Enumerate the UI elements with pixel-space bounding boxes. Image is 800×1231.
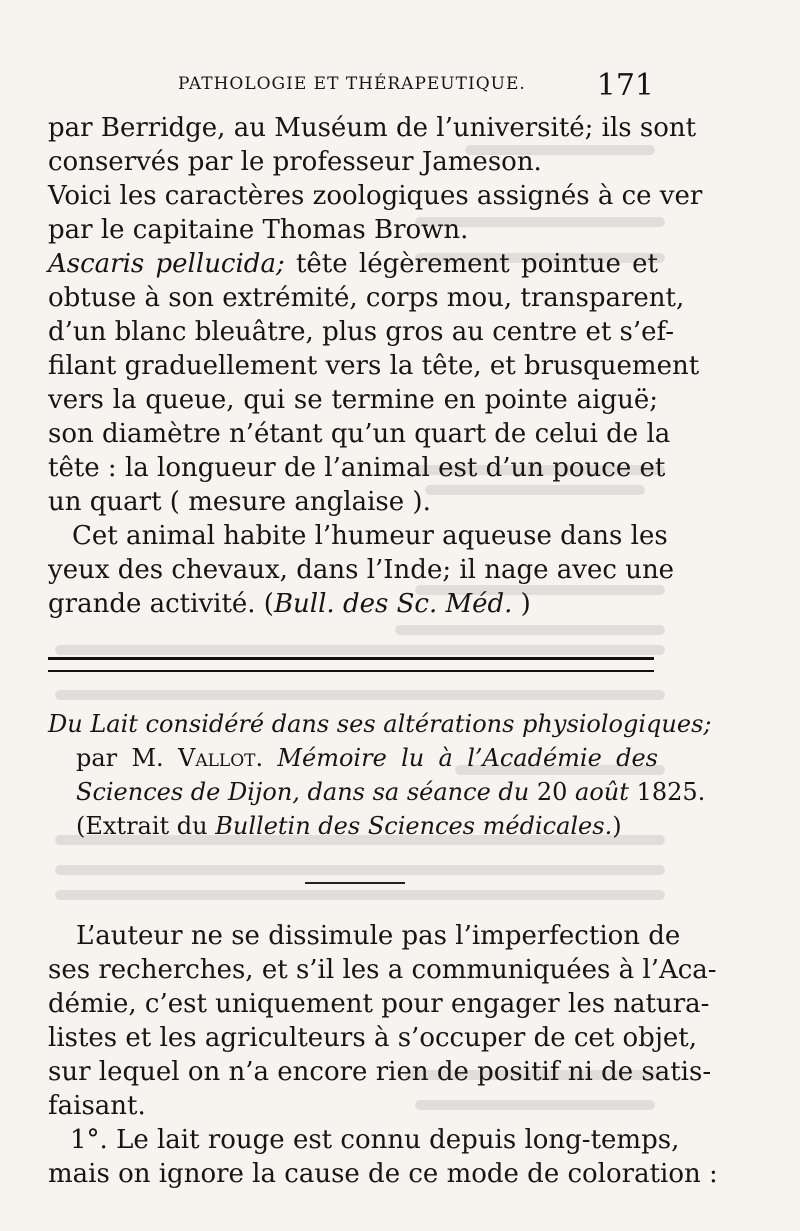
citation: Bull. des Sc. Méd. (273, 589, 513, 619)
text-line: obtuse à son extrémité, corps mou, transparent, (48, 283, 685, 313)
text-line (48, 586, 658, 622)
text-line: Voici les caractères zoologiques assignés à ce ver (48, 181, 703, 211)
article-title-line (76, 774, 706, 810)
page-header (160, 68, 660, 102)
text-line: un quart ( mesure anglaise ). (48, 487, 431, 517)
text-run: 1825. (636, 778, 706, 806)
text-line: ses recherches, et s’il les a communiquées à l’Aca- (48, 955, 717, 985)
text-line: par Berridge, au Muséum de l’université; ils sont (48, 113, 697, 143)
page-number: 171 (596, 68, 654, 103)
running-title: PATHOLOGIE ET THÉRAPEUTIQUE. (178, 74, 526, 94)
text-line: filant graduellement vers la tête, et brusquement (48, 351, 700, 381)
text-run: Mémoire lu à l’Académie des (263, 744, 658, 772)
text-line: par le capitaine Thomas Brown. (48, 215, 469, 245)
text-line: mais on ignore la cause de ce mode de coloration : (48, 1159, 718, 1189)
text-line: conservés par le professeur Jameson. (48, 147, 542, 177)
text-run: (Extrait du (76, 812, 216, 840)
species-name: Ascaris pellucida; (48, 249, 285, 279)
text-run: tête légèrement pointue et (284, 249, 658, 279)
text-line: d’un blanc bleuâtre, plus gros au centre et s’ef- (48, 317, 675, 347)
text-line: Cet animal habite l’humeur aqueuse dans les (72, 521, 668, 551)
text-run: août (567, 778, 637, 806)
text-line: vers la queue, qui se termine en pointe aiguë; (48, 385, 658, 415)
source-title: Bulletin des Sciences médicales. (215, 812, 613, 840)
text-run: Sciences de Dijon, dans sa séance du (76, 778, 537, 806)
text-line: yeux des chevaux, dans l’Inde; il nage avec une (48, 555, 675, 585)
short-rule (305, 882, 405, 884)
section-divider (48, 657, 654, 672)
text-line: 1°. Le lait rouge est connu depuis long-temps, (70, 1125, 680, 1155)
author-name: Vallot. (178, 744, 264, 772)
article-title-line (76, 740, 658, 776)
text-run: ) (512, 589, 531, 619)
article-source-line (76, 808, 658, 844)
article-title-line: Du Lait considéré dans ses altérations physiologiques; (48, 710, 712, 738)
text-run: 20 (536, 778, 568, 806)
text-line: L’auteur ne se dissimule pas l’imperfection de (76, 921, 681, 951)
text-line: listes et les agriculteurs à s’occuper de cet objet, (48, 1023, 697, 1053)
text-line: faisant. (48, 1091, 146, 1121)
text-run: grande activité. ( (48, 589, 274, 619)
text-line: sur lequel on n’a encore rien de positif ni de satis- (48, 1057, 712, 1087)
text-line: démie, c’est uniquement pour engager les natura- (48, 989, 710, 1019)
text-line (48, 246, 658, 282)
text-line: tête : la longueur de l’animal est d’un pouce et (48, 453, 666, 483)
text-run: ) (612, 812, 622, 840)
text-run: par M. (76, 744, 179, 772)
text-line: son diamètre n’étant qu’un quart de celui de la (48, 419, 671, 449)
